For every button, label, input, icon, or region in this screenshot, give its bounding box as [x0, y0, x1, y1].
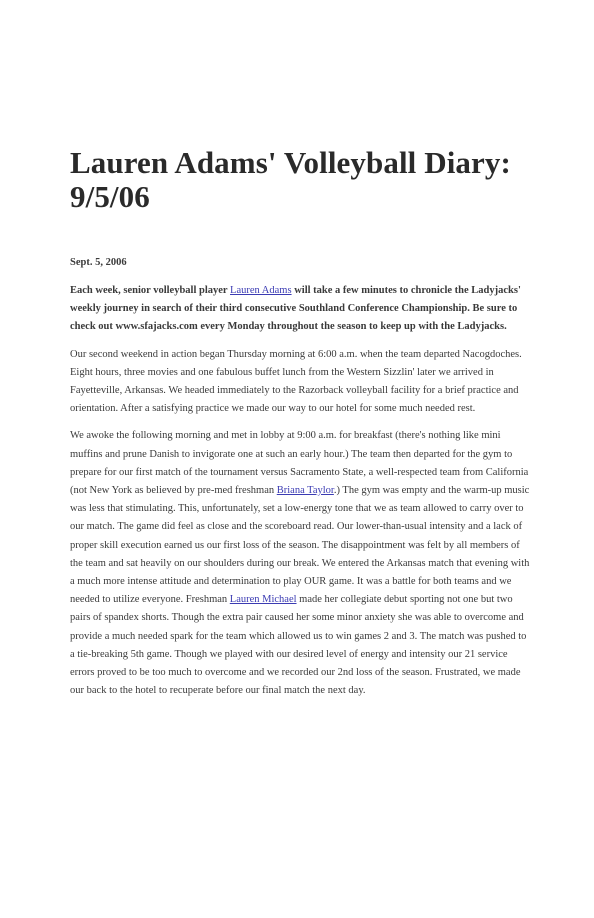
- article-title: Lauren Adams' Volleyball Diary: 9/5/06: [70, 145, 511, 214]
- intro-text-before: Each week, senior volleyball player: [70, 285, 231, 296]
- article-intro: [70, 282, 532, 337]
- article: [70, 146, 532, 700]
- intro-text-after: will take a few minutes to chronicle the Ladyjacks' weekly journey in search of their third consecutive Southland Conference Championship. Be sure to check out www.sfajacks.com every Monday throughout the season to keep up with the Ladyjacks.: [70, 285, 521, 333]
- paragraph-2-text-1: We awoke the following morning and met in lobby at 9:00 a.m. for breakfast (there's nothing like mini muffins and prune Danish to invigorate one at such an early hour.) The team then departed for the gym to prepare for our first match of the tournament versus Sacramento State, a well-respected team from California (not New York as believed by pre-med freshman: [70, 430, 529, 497]
- player-link-lauren-adams[interactable]: Lauren Adams: [230, 285, 292, 296]
- article-paragraph-1: Our second weekend in action began Thursday morning at 6:00 a.m. when the team departed Nacogdoches. Eight hours, three movies and one fabulous buffet lunch from the Western Sizzlin' later we arrived in Fayetteville, Arkansas. We headed immediately to the Razorback volleyball facility for a brief practice and orientation. After a satisfying practice we made our way to our hotel for some much needed rest.: [70, 348, 522, 415]
- paragraph-2-text-3: made her collegiate debut sporting not one but two pairs of spandex shorts. Though the extra pair caused her some minor anxiety she was able to overcome and provide a much needed spark for the team which allowed us to win games 2 and 3. The match was pushed to a tie-breaking 5th game. Though we played with our desired level of energy and intensity our 21 service errors proved to be too much to overcome and we recorded our 2nd loss of the season. Frustrated, we made our back to the hotel to recuperate before our final match the next day.: [70, 594, 527, 697]
- article-paragraph-2: [70, 427, 532, 700]
- paragraph-2-text-2: .) The gym was empty and the warm-up music was less that stimulating. This, unfortunately, set a low-energy tone that we as team allowed to carry over to our match. The game did feel as close and the scoreboard read. Our lower-than-usual intensity and a lack of proper skill execution earned us our first loss of the season. The disappointment was felt by all members of the team and sat heavily on our shoulders during our break. We entered the Arkansas match that evening with a much more intense attitude and determination to play OUR game. It was a battle for both teams and we needed to utilize everyone. Freshman: [70, 485, 530, 606]
- player-link-briana-taylor[interactable]: Briana Taylor: [276, 485, 334, 497]
- player-link-lauren-michael[interactable]: Lauren Michael: [229, 594, 297, 606]
- article-dateline: Sept. 5, 2006: [70, 257, 127, 268]
